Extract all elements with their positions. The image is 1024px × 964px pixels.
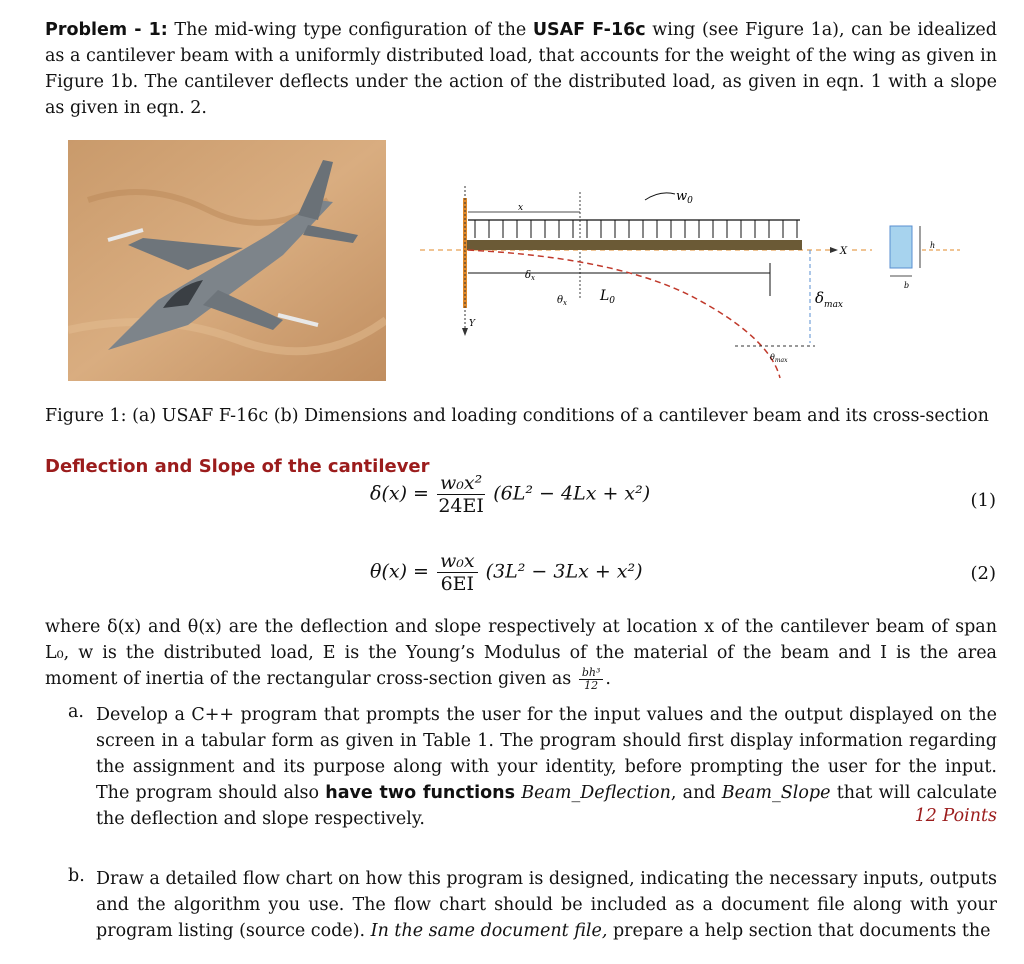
where-paragraph	[45, 614, 997, 692]
distributed-load-arrows	[475, 220, 797, 238]
aircraft-name: USAF F-16c	[532, 20, 646, 40]
item-a-bold: have two functions	[325, 783, 515, 803]
problem-text-2: wing (see Figure 1a), can be idealized as a cantilever beam with a uniformly distributed load, that accounts for the weight of the wing as given in Figure 1b. The cantilever deflects under the action of the distributed load, as given in eqn. 1 with a slope as given in eqn. 2.	[45, 20, 997, 118]
x-dim-label: x	[518, 203, 524, 213]
item-a-fn2: Beam_Slope	[721, 783, 831, 803]
inertia-numerator: bh³	[579, 667, 604, 680]
item-a-fn1: Beam_Deflection	[521, 783, 671, 803]
eq1-lhs: δ(x) =	[370, 482, 429, 505]
f16-photo	[68, 140, 386, 381]
beam	[467, 240, 802, 250]
problem-text-1: The mid-wing type configuration of the	[174, 20, 527, 40]
item-b-text-1: Draw a detailed flow chart on how this program is designed, indicating the necessary inputs, outputs and the algorithm you use. The flow chart should be included as a document file along with your program listing (source code).	[96, 869, 997, 941]
item-b-text	[96, 866, 997, 944]
item-a-text-2: , and	[670, 783, 716, 803]
eq1-rhs: (6L² − 4Lx + x²)	[493, 482, 651, 505]
eq2-lhs: θ(x) =	[370, 560, 429, 583]
where-line-3: moment of inertia of the rectangular cross-section given as	[45, 669, 572, 689]
eq1-denominator: 24EI	[438, 495, 484, 517]
figure-caption: Figure 1: (a) USAF F-16c (b) Dimensions and loading conditions of a cantilever beam and its cross-section	[45, 406, 989, 426]
inertia-denominator: 12	[584, 679, 599, 692]
where-line-1: where δ(x) and θ(x) are the deflection and slope respectively at location x of the cantilever beam of span	[45, 617, 997, 637]
item-a-points: 12 Points	[914, 806, 997, 826]
eq2-rhs: (3L² − 3Lx + x²)	[485, 560, 643, 583]
b-label: b	[904, 281, 910, 290]
where-end: .	[605, 669, 611, 689]
eq1-numerator: w₀x²	[437, 472, 485, 495]
item-a-label: a.	[68, 702, 84, 722]
problem-label: Problem - 1:	[45, 20, 168, 40]
delta-max-label: $\delta_{max}$	[815, 289, 844, 310]
item-b-italic: In the same document file,	[370, 921, 608, 941]
deflected-curve	[468, 250, 780, 378]
L0-label: $L_0$	[600, 288, 616, 306]
equation-1	[370, 472, 650, 517]
eq1-number: (1)	[970, 490, 996, 511]
item-b-text-2: prepare a help section that documents the	[612, 921, 991, 941]
cross-section	[890, 226, 912, 268]
eq2-denominator: 6EI	[440, 573, 475, 595]
x-axis-label: X	[840, 246, 848, 257]
problem-statement	[45, 17, 997, 121]
theta-max-label: $\theta_{max}$	[770, 353, 788, 364]
theta-x-label: $\theta_x$	[557, 295, 567, 307]
inertia-fraction	[579, 667, 604, 692]
delta-x-label: $\delta_x$	[525, 270, 535, 282]
y-axis-label: Y	[469, 319, 475, 329]
where-line-2: L₀, w is the distributed load, E is the Young’s Modulus of the material of the beam and I is the area	[45, 643, 997, 663]
item-a-text-3: that will calculate the deflection and slope respectively.	[96, 783, 997, 829]
w0-label: $w_0$	[676, 189, 693, 206]
equation-2	[370, 550, 643, 595]
h-label: h	[930, 241, 936, 250]
eq2-numerator: w₀x	[437, 550, 478, 573]
cantilever-diagram	[420, 178, 980, 383]
eq2-fraction	[437, 550, 478, 595]
eq1-fraction	[437, 472, 485, 517]
item-a-text	[96, 702, 997, 832]
eq2-number: (2)	[970, 563, 996, 584]
item-b-label: b.	[68, 866, 85, 886]
section-heading: Deflection and Slope of the cantilever	[45, 456, 430, 477]
item-a-text-1: Develop a C++ program that prompts the user for the input values and the output displayed on the screen in a tabular form as given in Table 1. The program should first display information regarding the assignment and its purpose along with your identity, before prompting the user for the input. The program should also	[96, 705, 997, 803]
